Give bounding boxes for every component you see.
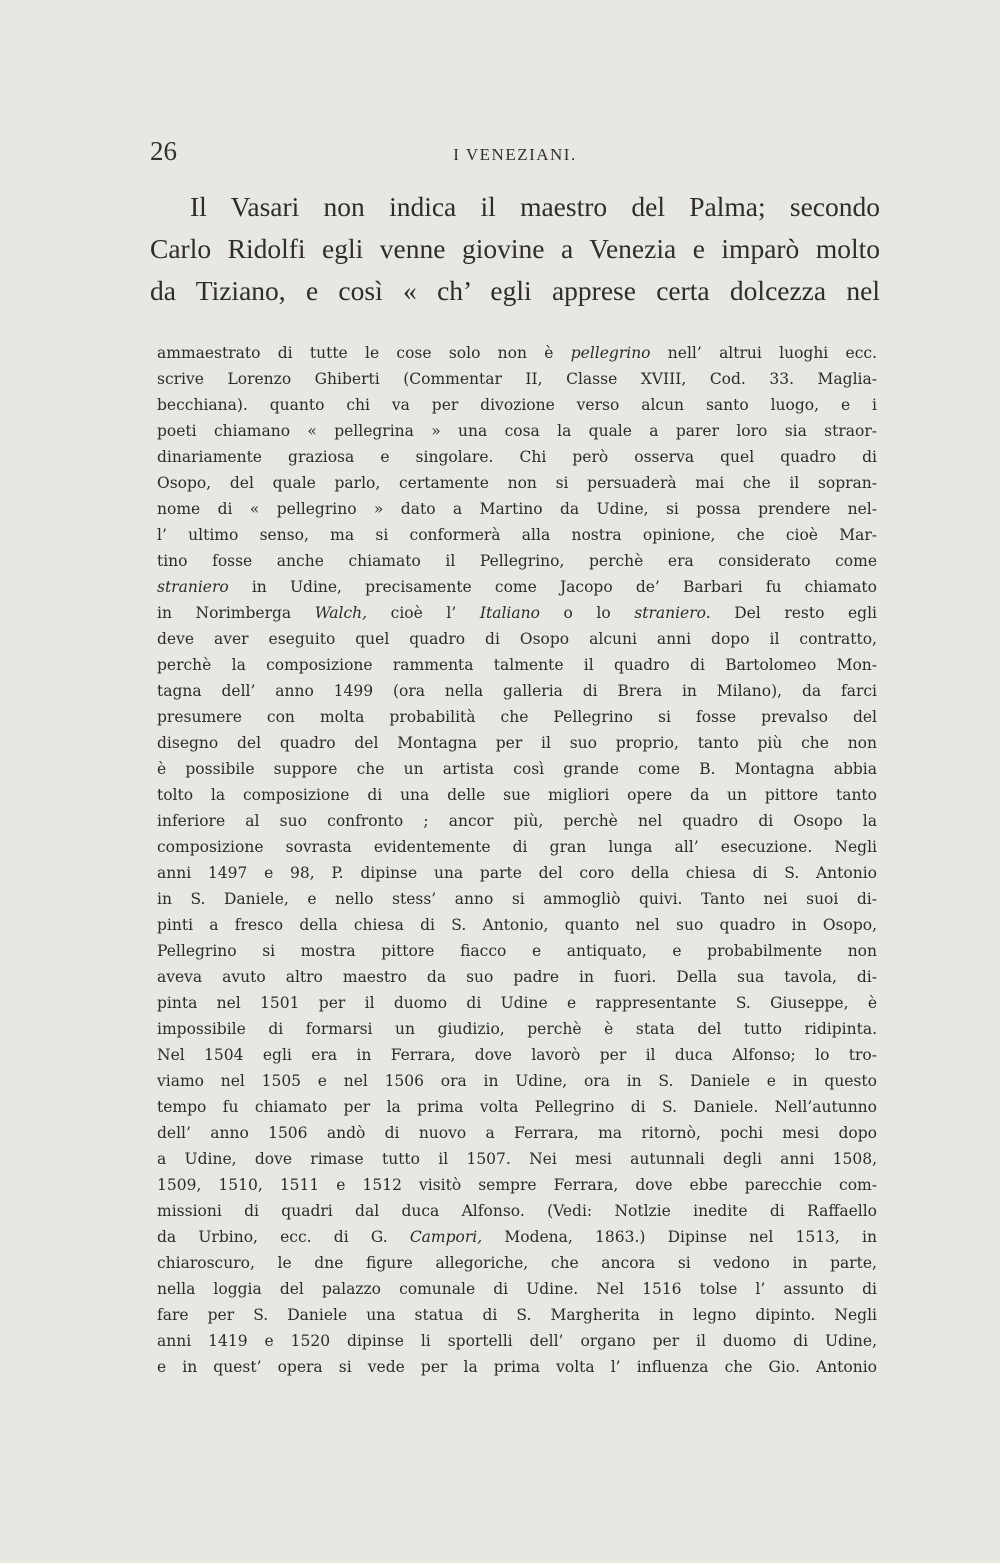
footnote-line-text: tempo fu chiamato per la prima volta Pellegrino di S. Daniele. Nell’autunno — [157, 1098, 877, 1116]
footnote-line — [157, 574, 877, 600]
footnote-line-text: 1509, 1510, 1511 e 1512 visitò sempre Ferrara, dove ebbe parecchie com- — [157, 1176, 877, 1194]
footnote-text — [157, 340, 877, 1380]
footnote-line — [157, 990, 877, 1016]
footnote-italic-text: Italiano — [479, 604, 540, 622]
footnote-line-text: nome di « pellegrino » dato a Martino da Udine, si possa prendere nel- — [157, 500, 877, 518]
footnote-line-text: dell’ anno 1506 andò di nuovo a Ferrara, ma ritornò, pochi mesi dopo — [157, 1124, 877, 1142]
footnote-line — [157, 756, 877, 782]
footnote-line-text: anni 1497 e 98, P. dipinse una parte del coro della chiesa di S. Antonio — [157, 864, 877, 882]
page-number: 26 — [150, 136, 177, 166]
footnote-line-text: composizione sovrasta evidentemente di gran lunga all’ esecuzione. Negli — [157, 838, 877, 856]
footnote-line — [157, 1042, 877, 1068]
footnote-line-text: chiaroscuro, le dne figure allegoriche, che ancora si vedono in parte, — [157, 1254, 877, 1272]
footnote-line — [157, 340, 877, 366]
footnote-line — [157, 1354, 877, 1380]
footnote-line-text: tino fosse anche chiamato il Pellegrino, perchè era considerato come — [157, 552, 877, 570]
footnote-line-text: o lo — [539, 604, 635, 622]
footnote-line-text: anni 1419 e 1520 dipinse li sportelli dell’ organo per il duomo di Udine, — [157, 1332, 877, 1350]
footnote-line-text: viamo nel 1505 e nel 1506 ora in Udine, ora in S. Daniele e in questo — [157, 1072, 877, 1090]
footnote-line — [157, 1016, 877, 1042]
footnote-italic-text: Campori, — [409, 1228, 483, 1246]
footnote-line-text: pinta nel 1501 per il duomo di Udine e rappresentante S. Giuseppe, è — [157, 994, 877, 1012]
footnote-line — [157, 678, 877, 704]
footnote-line — [157, 912, 877, 938]
footnote-line-text: Nel 1504 egli era in Ferrara, dove lavorò per il duca Alfonso; lo tro- — [157, 1046, 877, 1064]
footnote-line — [157, 626, 877, 652]
running-title: I VENEZIANI. — [453, 145, 577, 164]
footnote-line — [157, 444, 877, 470]
main-text-line: Carlo Ridolfi egli venne giovine a Venezia e imparò molto — [150, 233, 880, 264]
main-text-line: da Tiziano, e così « ch’ egli apprese certa dolcezza nel — [150, 275, 880, 306]
footnote-line — [157, 1328, 877, 1354]
footnote-line — [157, 1198, 877, 1224]
footnote-line-text: fare per S. Daniele una statua di S. Margherita in legno dipinto. Negli — [157, 1306, 877, 1324]
footnote-line-text: tagna dell’ anno 1499 (ora nella galleria di Brera in Milano), da farci — [157, 682, 877, 700]
footnote-line-text: presumere con molta probabilità che Pellegrino si fosse prevalso del — [157, 708, 877, 726]
footnote-line — [157, 600, 877, 626]
footnote-line — [157, 860, 877, 886]
footnote-line — [157, 496, 877, 522]
footnote-line-text: inferiore al suo confronto ; ancor più, perchè nel quadro di Osopo la — [157, 812, 877, 830]
footnote-line — [157, 652, 877, 678]
footnote-line — [157, 1276, 877, 1302]
footnote-line-text: nell’ altrui luoghi ecc. — [650, 344, 877, 362]
footnote-line-text: è possibile suppore che un artista così grande come B. Montagna abbia — [157, 760, 877, 778]
footnote-line-text: becchiana). quanto chi va per divozione verso alcun santo luogo, e i — [157, 396, 877, 414]
footnote-line — [157, 1120, 877, 1146]
footnote-line — [157, 730, 877, 756]
main-text-line: Il Vasari non indica il maestro del Palma; secondo — [190, 191, 880, 222]
footnote-line-text: in Norimberga — [157, 604, 315, 622]
footnote-italic-text: straniero — [157, 578, 229, 596]
footnote-italic-text: Walch, — [314, 604, 368, 622]
footnote-line-text: l’ ultimo senso, ma si conformerà alla nostra opinione, che cioè Mar- — [157, 526, 877, 544]
footnote-line — [157, 1094, 877, 1120]
footnote-line-text: in Udine, precisamente come Jacopo de’ Barbari fu chiamato — [228, 578, 877, 596]
footnote-line-text: dinariamente graziosa e singolare. Chi però osserva quel quadro di — [157, 448, 877, 466]
footnote-line-text: Del resto egli — [710, 604, 877, 622]
footnote-line — [157, 548, 877, 574]
footnote-line-text: perchè la composizione rammenta talmente il quadro di Bartolomeo Mon- — [157, 656, 877, 674]
footnote-line — [157, 782, 877, 808]
footnote-line-text: da Urbino, ecc. di G. — [157, 1228, 410, 1246]
footnote-line — [157, 470, 877, 496]
footnote-line-text: deve aver eseguito quel quadro di Osopo alcuni anni dopo il contratto, — [157, 630, 877, 648]
footnote-line-text: e in quest’ opera si vede per la prima volta l’ influenza che Gio. Antonio — [157, 1358, 877, 1376]
footnote-line — [157, 1302, 877, 1328]
footnote-line-text: cioè l’ — [367, 604, 480, 622]
footnote-line-text: aveva avuto altro maestro da suo padre in fuori. Della sua tavola, di- — [157, 968, 877, 986]
footnote-line-text: Osopo, del quale parlo, certamente non si persuaderà mai che il sopran- — [157, 474, 877, 492]
footnote-line — [157, 366, 877, 392]
footnote-line — [157, 522, 877, 548]
footnote-line-text: in S. Daniele, e nello stess’ anno si ammogliò quivi. Tanto nei suoi di- — [157, 890, 877, 908]
footnote-line-text: ammaestrato di tutte le cose solo non è — [157, 344, 571, 362]
footnote-line-text: a Udine, dove rimase tutto il 1507. Nei mesi autunnali degli anni 1508, — [157, 1150, 877, 1168]
footnote-line — [157, 1172, 877, 1198]
main-text-paragraph — [150, 186, 880, 312]
footnote-line — [157, 938, 877, 964]
footnote-line — [157, 1146, 877, 1172]
footnote-line-text: pinti a fresco della chiesa di S. Antonio, quanto nel suo quadro in Osopo, — [157, 916, 877, 934]
footnote-line — [157, 964, 877, 990]
footnote-line — [157, 834, 877, 860]
footnote-italic-text: pellegrino — [570, 344, 651, 362]
footnote-line-text: scrive Lorenzo Ghiberti (Commentar II, Classe XVIII, Cod. 33. Maglia- — [157, 370, 877, 388]
page-header — [150, 136, 880, 170]
footnote-line-text: nella loggia del palazzo comunale di Udine. Nel 1516 tolse l’ assunto di — [157, 1280, 877, 1298]
footnote-line — [157, 418, 877, 444]
footnote-line-text: Pellegrino si mostra pittore fiacco e antiquato, e probabilmente non — [157, 942, 877, 960]
footnote-line — [157, 1068, 877, 1094]
footnote-line — [157, 1250, 877, 1276]
footnote-line-text: poeti chiamano « pellegrina » una cosa la quale a parer loro sia straor- — [157, 422, 877, 440]
footnote-line — [157, 886, 877, 912]
footnote-line — [157, 392, 877, 418]
footnote-line — [157, 808, 877, 834]
footnote-line-text: disegno del quadro del Montagna per il suo proprio, tanto più che non — [157, 734, 877, 752]
footnote-line-text: missioni di quadri dal duca Alfonso. (Vedi: Notlzie inedite di Raffaello — [157, 1202, 877, 1220]
footnote-line-text: tolto la composizione di una delle sue migliori opere da un pittore tanto — [157, 786, 877, 804]
footnote-line-text: Modena, 1863.) Dipinse nel 1513, in — [482, 1228, 877, 1246]
footnote-line — [157, 704, 877, 730]
footnote-line — [157, 1224, 877, 1250]
footnote-line-text: impossibile di formarsi un giudizio, perchè è stata del tutto ridipinta. — [157, 1020, 877, 1038]
footnote-italic-text: straniero. — [634, 604, 711, 622]
